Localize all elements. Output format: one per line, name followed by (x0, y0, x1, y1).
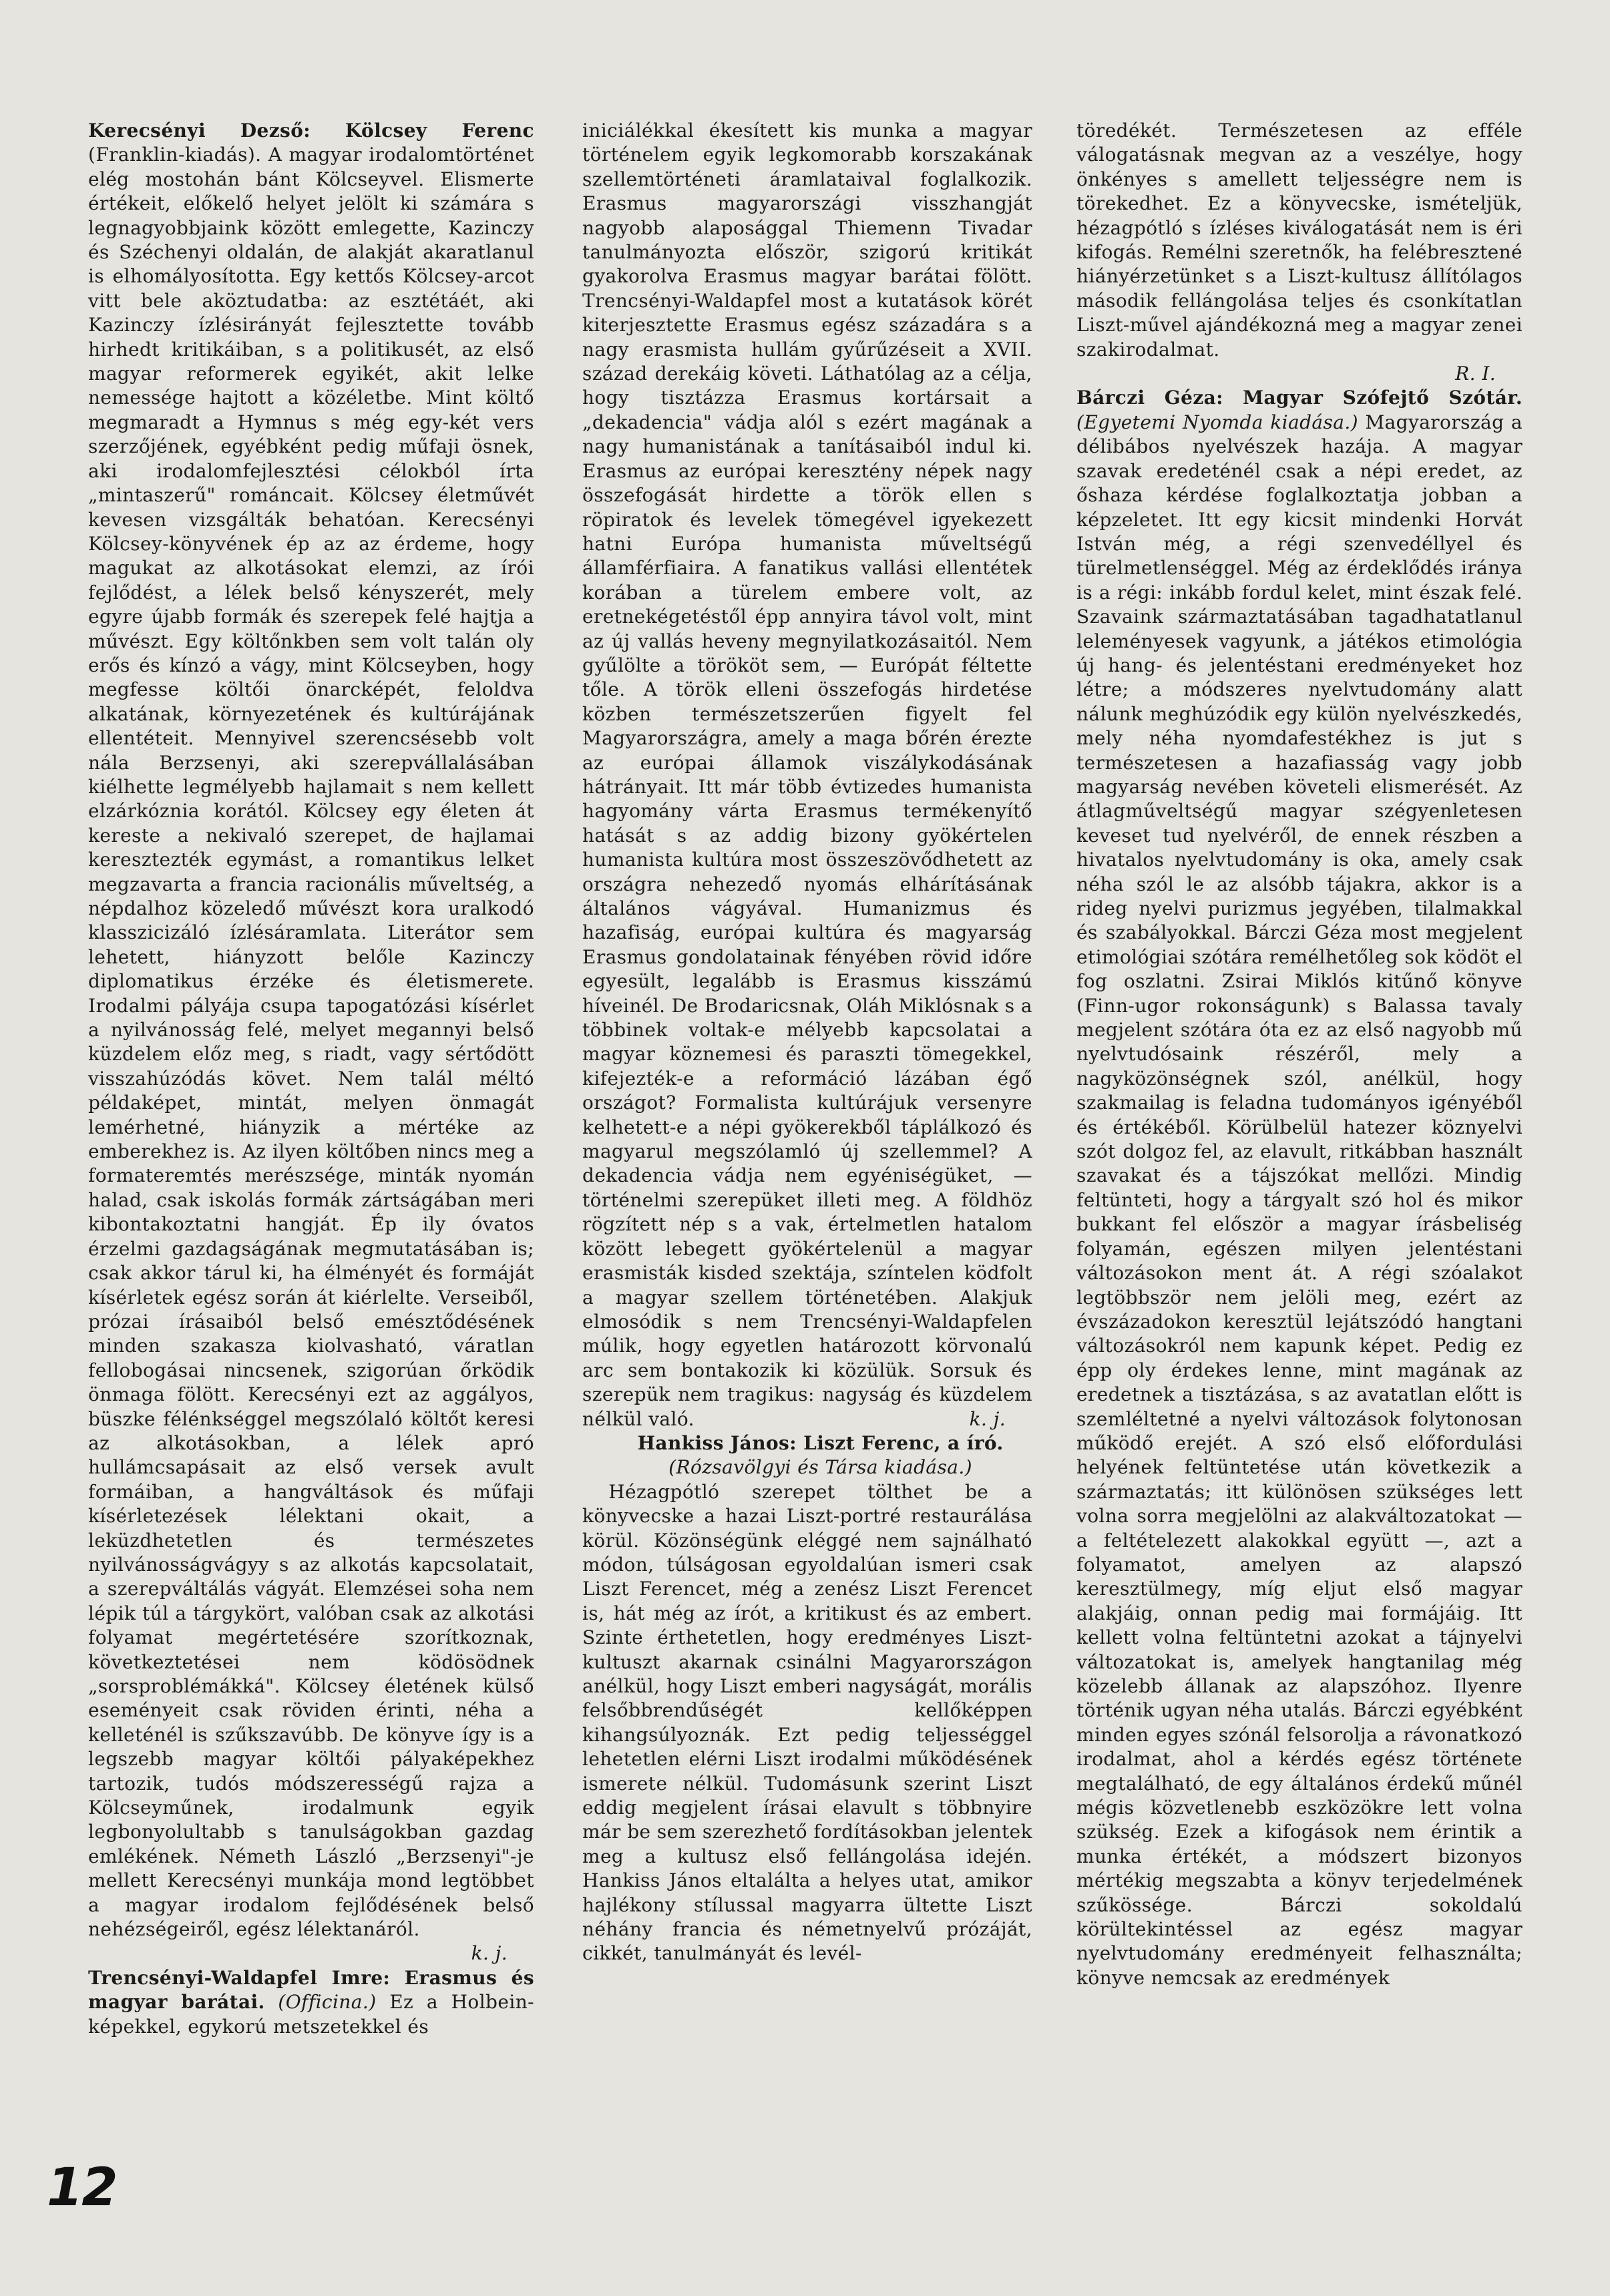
review-signature: R. I. (1455, 363, 1496, 385)
review-barczi (1076, 386, 1523, 1990)
review-heading: Bárczi Géza: Magyar Szófejtő Szótár. (1076, 387, 1523, 409)
review-body: töredékét. Természetesen az efféle válogatásnak megvan az a veszélye, hogy önkényes s amellett teljességre nem is törekedhet. Ez a könyvecske, ismételjük, hézagpótló s ízléses kiválogatását nem is éri kifogás. Remélni szeretnők, ha felébresztené hiányérzetünket s a Liszt-kultusz állítólagos második fellángolása teljes és csonkítatlan Liszt-művel ajándékozná meg a magyar zenei szakirodalmat. (1076, 120, 1523, 361)
review-heading: Hankiss János: Liszt Ferenc, a író. (637, 1431, 1004, 1454)
review-body: iniciálékkal ékesített kis munka a magyar történelem egyik legkomorabb korszakának szellemtörténeti áramlataival foglalkozik. Erasmus magyarországi visszhangját nagyobb alaposággal Thiemenn Tivadar tanulmányozta először, szigorú kritikát gyakorolva Erasmus magyar barátai fölött. Trencsényi-Waldapfel most a kutatások körét kiterjesztette Erasmus egész századára s a nagy erasmista hullám gyűrűzéseit a XVII. század derekáig követi. Láthatólag az a célja, hogy tisztázza Erasmus kortársait a „dekadencia" vádja alól s ezért magának a nagy humanistának a tanításaiból indul ki. Erasmus az európai keresztény népek nagy összefogását hirdette a török ellen s röpiratok és levelek tömegével igyekezett hatni Európa humanista műveltségű államférfiaira. A fanatikus vallási ellentétek korában a türelem embere volt, az eretnekégetéstől épp annyira távol volt, mint az új vallás heveny megnyilatkozásaitól. Nem gyűlölte a törököt sem, — Európát féltette tőle. A török elleni összefogás hirdetése közben természetszerűen figyelt fel Magyarországra, amely a maga bőrén érezte az európai államok viszálykodásának hátrányait. Itt már több évtizedes humanista hagyomány várta Erasmus termékenyítő hatását s az addig bizony gyökértelen humanista kultúra most összeszövődhetett az országra nehezedő nyomás elhárításának általános vágyával. Humanizmus és hazafiság, európai kultúra és magyarság Erasmus gondolatainak fényében rövid időre egyesült, legalább is Erasmus kisszámú híveinél. De Brodaricsnak, Oláh Miklósnak s a többinek voltak-e mélyebb kapcsolatai a magyar köznemesi és paraszti tömegekkel, kifejezték-e a reformáció lázában égő országot? Formalista kultúrájuk versenyre kelhetett-e a népi gyökerekből táplálkozó és magyarul megszólamló új szellemmel? A dekadencia vádja nem egyéniségüket, — történelmi szerepüket illeti meg. A földhöz rögzített nép s a vak, értelmetlen hatalom között lebegett gyökértelenül a magyar erasmisták kisded szektája, színtelen ködfolt a magyar szellem történetében. Alakjuk elmosódik s nem Trencsényi-Waldapfelen múlik, hogy egyetlen határozott körvonalú arc sem bontakozik ki közülük. Sorsuk és szerepük nem tragikus: nagyság és küzdelem nélkül való. (582, 120, 1032, 1430)
page-number: 12 (47, 2158, 117, 2218)
review-body: Hézagpótló szerepet tölthet be a könyvecske a hazai Liszt-portré restaurálása körül. Közönségünk eléggé nem sajnálható módon, túlságosan egyoldalúan ismeri csak Liszt Ferencet, még a zenész Liszt Ferencet is, hát még az írót, a kritikust és az embert. Szinte érthetetlen, hogy eredményes Liszt-kultuszt akarnak csinálni Magyarországon anélkül, hogy Liszt emberi nagyságát, morális felsőbbrendűségét kellőképpen kihangsúlyoznák. Ezt pedig teljességgel lehetetlen elérni Liszt irodalmi működésének ismerete nélkül. Tudomásunk szerint Liszt eddig megjelent írásai elavult s többnyire már be sem szerezhető fordításokban jelentek meg a kultusz első fellángolása idején. Hankiss János eltalálta a helyes utat, amikor hajlékony stílussal magyarra ültette Liszt néhány francia és németnyelvű prózáját, cikkét, tanulmányát és levél- (582, 1480, 1032, 1965)
review-trencsenyi (88, 1966, 534, 2039)
column-3 (1076, 119, 1523, 1990)
column-2 (582, 119, 1032, 1966)
review-kerecsenyi (88, 119, 534, 1941)
review-publisher: (Rózsavölgyi és Társa kiadása.) (668, 1456, 972, 1479)
review-heading: Trencsényi-Waldapfel Imre: Erasmus és magyar barátai. (88, 1966, 534, 2014)
review-body-continued (582, 119, 1032, 1431)
review-signature: k. j. (969, 1407, 1006, 1430)
review-signature: k. j. (471, 1942, 508, 1965)
review-hankiss (582, 1480, 1032, 1966)
review-body-continued (1076, 119, 1523, 362)
review-hankiss-heading (582, 1431, 1032, 1480)
review-publisher: (Franklin-kiadás). (88, 144, 262, 166)
review-heading: Kerecsényi Dezső: Kölcsey Ferenc (88, 120, 534, 142)
review-publisher: (Egyetemi Nyomda kiadása.) (1076, 411, 1358, 433)
review-body: Magyarország a délibábos nyelvészek hazája. A magyar szavak eredeténél csak a népi eredet, az őshaza kérdése foglalkoztatja jobban a képzeletet. Itt egy kicsit mindenki Horvát István még, a régi szenvedéllyel és türelmetlenséggel. Még az érdeklődés iránya is a régi: inkább fordul kelet, mint észak felé. Szavaink származtatásában tagadhatatlanul leleményesek vagyunk, a játékos etimológia új hang- és jelentéstani eredményeket hoz létre; a módszeres nyelvtudomány alatt nálunk meghúzódik egy külön nyelvészkedés, mely néha nyomdafestékhez is jut s természetesen a hazafiasság vagy jobb magyarság nevében követeli elismerését. Az átlagműveltségű magyar szégyenletesen keveset tud nyelvéről, de ennek részben a hivatalos nyelvtudomány is oka, amely csak néha szól le az alsóbb tájakra, akkor is a rideg nyelvi purizmus jegyében, tilalmakkal és szabályokkal. Bárczi Géza most megjelent etimológiai szótára remélhetőleg sok ködöt el fog oszlatni. Zsirai Miklós kitűnő könyve (Finn-ugor rokonságunk) s Balassa tavaly megjelent szótára óta ez az első nagyobb mű nyelvtudósaink részéről, mely a nagyközönségnek szól, anélkül, hogy szakmailag is feladna tudományos igényéből és értékéből. Körülbelül hatezer köznyelvi szót dolgoz fel, az elavult, ritkábban használt szavakat és a tájszókat mellőzi. Mindig feltünteti, hogy a tárgyalt szó hol és mikor bukkant fel először a magyar írásbeliség folyamán, egészen milyen jelentéstani változásokon ment át. A régi szóalakot legtöbbször nem jelöli meg, ezért az évszázadokon keresztül lejátszódó hangtani változásokról nem kapunk képet. Pedig ez épp oly érdekes lenne, mint magának az eredetnek a tisztázása, s az avatatlan előtt is szemléltetné a nyelvi változások folytonosan működő erejét. A szó első előfordulási helyének feltüntetése után következik a származtatás; itt különösen szükséges lett volna sorra megjelölni az alakváltozatokat — a feltételezett alakokkal együtt —, azt a folyamatot, amelyen az alapszó keresztülmegy, míg eljut első magyar alakjáig, onnan pedig mai formájáig. Itt kellett volna feltüntetni azokat a tájnyelvi változatokat is, amelyek hangtanilag még közelebb állanak az alapszóhoz. Ilyenre történik ugyan néha utalás. Bárczi egyébként minden egyes szónál felsorolja a rávonatkozó irodalmat, ahol a kérdés egész története megtalálható, de egy általános érdekű műnél mégis közvetlenebb eszközökre lett volna szükség. Ezek a kifogások nem érintik a munka értékét, a módszert bizonyos mértékig megszabta a könyv terjedelmének szűkössége. Bárczi sokoldalú körültekintéssel az egész magyar nyelvtudomány eredményeit felhasználta; könyve nemcsak az eredmények (1076, 411, 1523, 1989)
column-1 (88, 119, 534, 2039)
review-publisher: (Officina.) (278, 1991, 377, 2014)
review-body: A magyar irodalomtörténet elég mostohán bánt Kölcseyvel. Elismerte értékeit, előkelő helyet jelölt ki számára s legnagyobbjaink között emlegette, Kazinczy és Széchenyi oldalán, de alakját akaratlanul is elhomályosította. Egy kettős Kölcsey-arcot vitt bele aköztudatba: az esztétáét, aki Kazinczy ízlésirányát fejlesztette tovább hirhedt kritikáiban, s a politikusét, az első magyar reformerek egyikét, akit lelke nemessége hajtott a közéletbe. Mint költő megmaradt a Hymnus s még egy-két vers szerzőjének, egyébként pedig műfaji ösnek, aki irodalomfejlesztési célokból írta „mintaszerű" románcait. Kölcsey életművét kevesen vizsgálták behatóan. Kerecsényi Kölcsey-könyvének ép az az érdeme, hogy magukat az alkotásokat elemzi, az írói fejlődést, a lélek belső kényszerét, mely egyre újabb formák és szerepek felé hajtja a művészt. Egy költőnkben sem volt talán oly erős és kínzó a vágy, mint Kölcseyben, hogy megfesse költői önarcképét, feloldva alkatának, környezetének és kultúrájának ellentéteit. Mennyivel szerencsésebb volt nála Berzsenyi, aki szerepvállalásában kiélhette legmélyebb hajlamait s nem kellett elzárkóznia korától. Kölcsey egy életen át kereste a nekivaló szerepet, de hajlamai keresztezték egymást, a romantikus lelket megzavarta a francia racionális műveltség, a népdalhoz közeledő művészt kora uralkodó klasszicizáló ízlésáramlata. Literátor sem lehetett, hiányzott belőle Kazinczy diplomatikus érzéke és életismerete. Irodalmi pályája csupa tapogatózási kísérlet a nyilvánosság felé, melyet megannyi belső küzdelem előz meg, s riadt, vagy sértődött visszahúzódás követ. Nem talál méltó példaképet, mintát, melyen önmagát lemérhetné, hiányzik a mértéke az emberekhez is. Az ilyen költőben nincs meg a formateremtés merészsége, minták nyomán halad, csak iskolás formák zártságában meri kibontakoztatni hangját. Ép ily óvatos érzelmi gazdagságának megmutatásában is; csak akkor tárul ki, ha élményét és formáját kísérletek egész során át kiérlelte. Verseiből, prózai írásaiból belső emésztődésének minden szakasza kiolvasható, váratlan fellobogásai nincsenek, szigorúan őrködik önmaga fölött. Kerecsényi ezt az aggályos, büszke félénkséggel megszólaló költőt keresi az alkotásokban, a lélek apró hullámcsapásait az első versek avult formáiban, a hangváltások és műfaji kísérletezések lélektani okait, a leküzdhetetlen és természetes nyilvánosságvágyy s az alkotás kapcsolatait, a szerepváltálás vágyát. Elemzései soha nem lépik túl a tárgykört, valóban csak az alkotási folyamat megértetésére szorítkoznak, következtetései nem ködösödnek „sorsproblémákká". Kölcsey életének külső eseményeit csak röviden érinti, néha a kelleténél is szűkszavúbb. De könyve így is a legszebb magyar költői pályaképekhez tartozik, tudós módszerességű rajza a Kölcseyműnek, irodalmunk egyik legbonyolultabb s tanulságokban gazdag emlékének. Németh László „Berzsenyi"-je mellett Kerecsényi munkája mond legtöbbet a magyar irodalom fejlődésének belső nehézségeiről, egész lélektanáról. (88, 144, 534, 1941)
review-body: Ez a Holbein-képekkel, egykorú metszetekkel és (88, 1991, 534, 2038)
